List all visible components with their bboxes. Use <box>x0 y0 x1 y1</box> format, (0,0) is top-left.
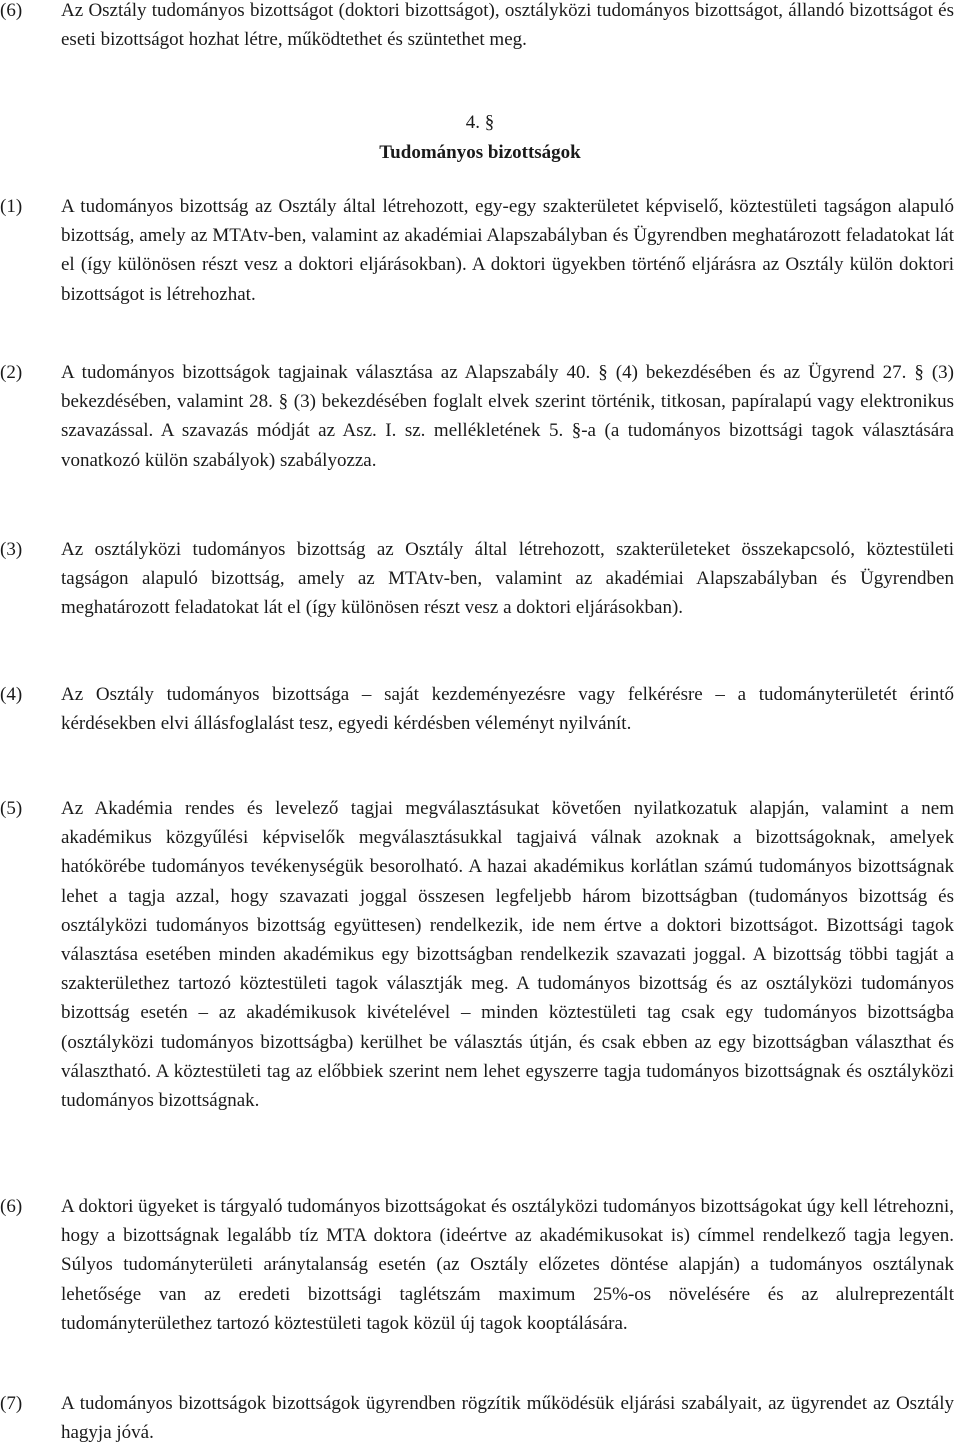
paragraph-number: (5) <box>0 798 23 819</box>
paragraph-text: Az Osztály tudományos bizottsága – saját kezdeményezésre vagy felkérésre – a tudományterületét érintő kérdésekben elvi állásfoglalást tesz, egyedi kérdésben véleményt nyilvánít. <box>61 684 954 735</box>
paragraph-6-top <box>0 0 956 54</box>
section-heading <box>0 108 960 168</box>
paragraph-text: A tudományos bizottság az Osztály által létrehozott, egy-egy szakterületet képviselő, köztestületi tagságon alapuló bizottság, amely az MTAtv-ben, valamint az akadémiai Alapszabályban és Ügyrendben meghatározott feladatokat lát el (így különösen részt vesz a doktori eljárásokban). A doktori ügyekben történő eljárásra az Osztály külön doktori bizottságot is létrehozhat. <box>61 196 954 305</box>
paragraph-number: (3) <box>0 539 23 560</box>
paragraph-text: A tudományos bizottságok tagjainak választása az Alapszabály 40. § (4) bekezdésében és az Ügyrend 27. § (3) bekezdésében, valamint 28. § (3) bekezdésében foglalt elvek szerint történik, titkosan, papíralapú vagy elektronikus szavazással. A szavazás módját az Asz. I. sz. mellékletének 5. §-a (a tudományos bizottsági tagok választására vonatkozó külön szabályok) szabályozza. <box>61 362 954 471</box>
paragraph-number: (6) <box>0 0 23 21</box>
paragraph-3 <box>0 535 956 623</box>
paragraph-6 <box>0 1192 956 1338</box>
paragraph-text: A doktori ügyeket is tárgyaló tudományos bizottságokat és osztályközi tudományos bizottságokat úgy kell létrehozni, hogy a bizottságnak legalább tíz MTA doktora (ideértve az akadémikusokat is) címmel rendelkező tagja legyen. Súlyos tudományterületi aránytalanság esetén (az Osztály előzetes döntése alapján) a tudományos osztálynak lehetősége van az eredeti bizottsági taglétszám maximum 25%-os növelésére és az alulreprezentált tudományterülethez tartozó köztestületi tagok közül új tagok kooptálására. <box>61 1196 954 1334</box>
paragraph-number: (7) <box>0 1393 23 1414</box>
paragraph-number: (6) <box>0 1196 23 1217</box>
paragraph-4 <box>0 680 956 738</box>
paragraph-number: (1) <box>0 196 23 217</box>
paragraph-2 <box>0 358 956 475</box>
paragraph-text: Az Akadémia rendes és levelező tagjai megválasztásukat követően nyilatkozatuk alapján, valamint a nem akadémikus közgyűlési képviselők megválasztásukkal tagjaivá válnak azoknak a bizottságoknak, amelyek hatókörébe tudományos tevékenységük besorolható. A hazai akadémikus korlátlan számú tudományos bizottságnak lehet a tagja azzal, hogy szavazati joggal összesen legfeljebb három bizottságban (tudományos bizottság és osztályközi tudományos bizottság együttesen) rendelkezik, ide nem értve a doktori bizottságot. Bizottsági tagok választása esetében minden akadémikus egy bizottságban rendelkezik szavazati joggal. A bizottság többi tagját a szakterülethez tartozó köztestületi tagok választják meg. A tudományos bizottság és az osztályközi tudományos bizottság esetén – az akadémikusok kivételével – minden köztestületi tag csak egy tudományos bizottságba (osztályközi tudományos bizottságba) kerülhet be választás útján, és csak ebben az egy bizottságban választhat és választható. A köztestületi tag az előbbiek szerint nem lehet egyszerre tagja tudományos bizottságnak és osztályközi tudományos bizottságnak. <box>61 798 954 1112</box>
paragraph-7 <box>0 1389 956 1447</box>
paragraph-5 <box>0 794 956 1115</box>
section-number: 4. § <box>465 112 495 133</box>
paragraph-number: (2) <box>0 362 23 383</box>
section-title: Tudományos bizottságok <box>379 142 581 163</box>
paragraph-number: (4) <box>0 684 23 705</box>
paragraph-1 <box>0 192 956 309</box>
paragraph-text: Az Osztály tudományos bizottságot (doktori bizottságot), osztályközi tudományos bizottságot, állandó bizottságot és eseti bizottságot hozhat létre, működtethet és szüntethet meg. <box>61 0 954 51</box>
paragraph-text: A tudományos bizottságok bizottságok ügyrendben rögzítik működésük eljárási szabályait, az ügyrendet az Osztály hagyja jóvá. <box>61 1393 954 1444</box>
paragraph-text: Az osztályközi tudományos bizottság az Osztály által létrehozott, szakterületeket összekapcsoló, köztestületi tagságon alapuló bizottság, amely az MTAtv-ben, valamint az akadémiai Alapszabályban és Ügyrendben meghatározott feladatokat lát el (így különösen részt vesz a doktori eljárásokban). <box>61 539 954 619</box>
